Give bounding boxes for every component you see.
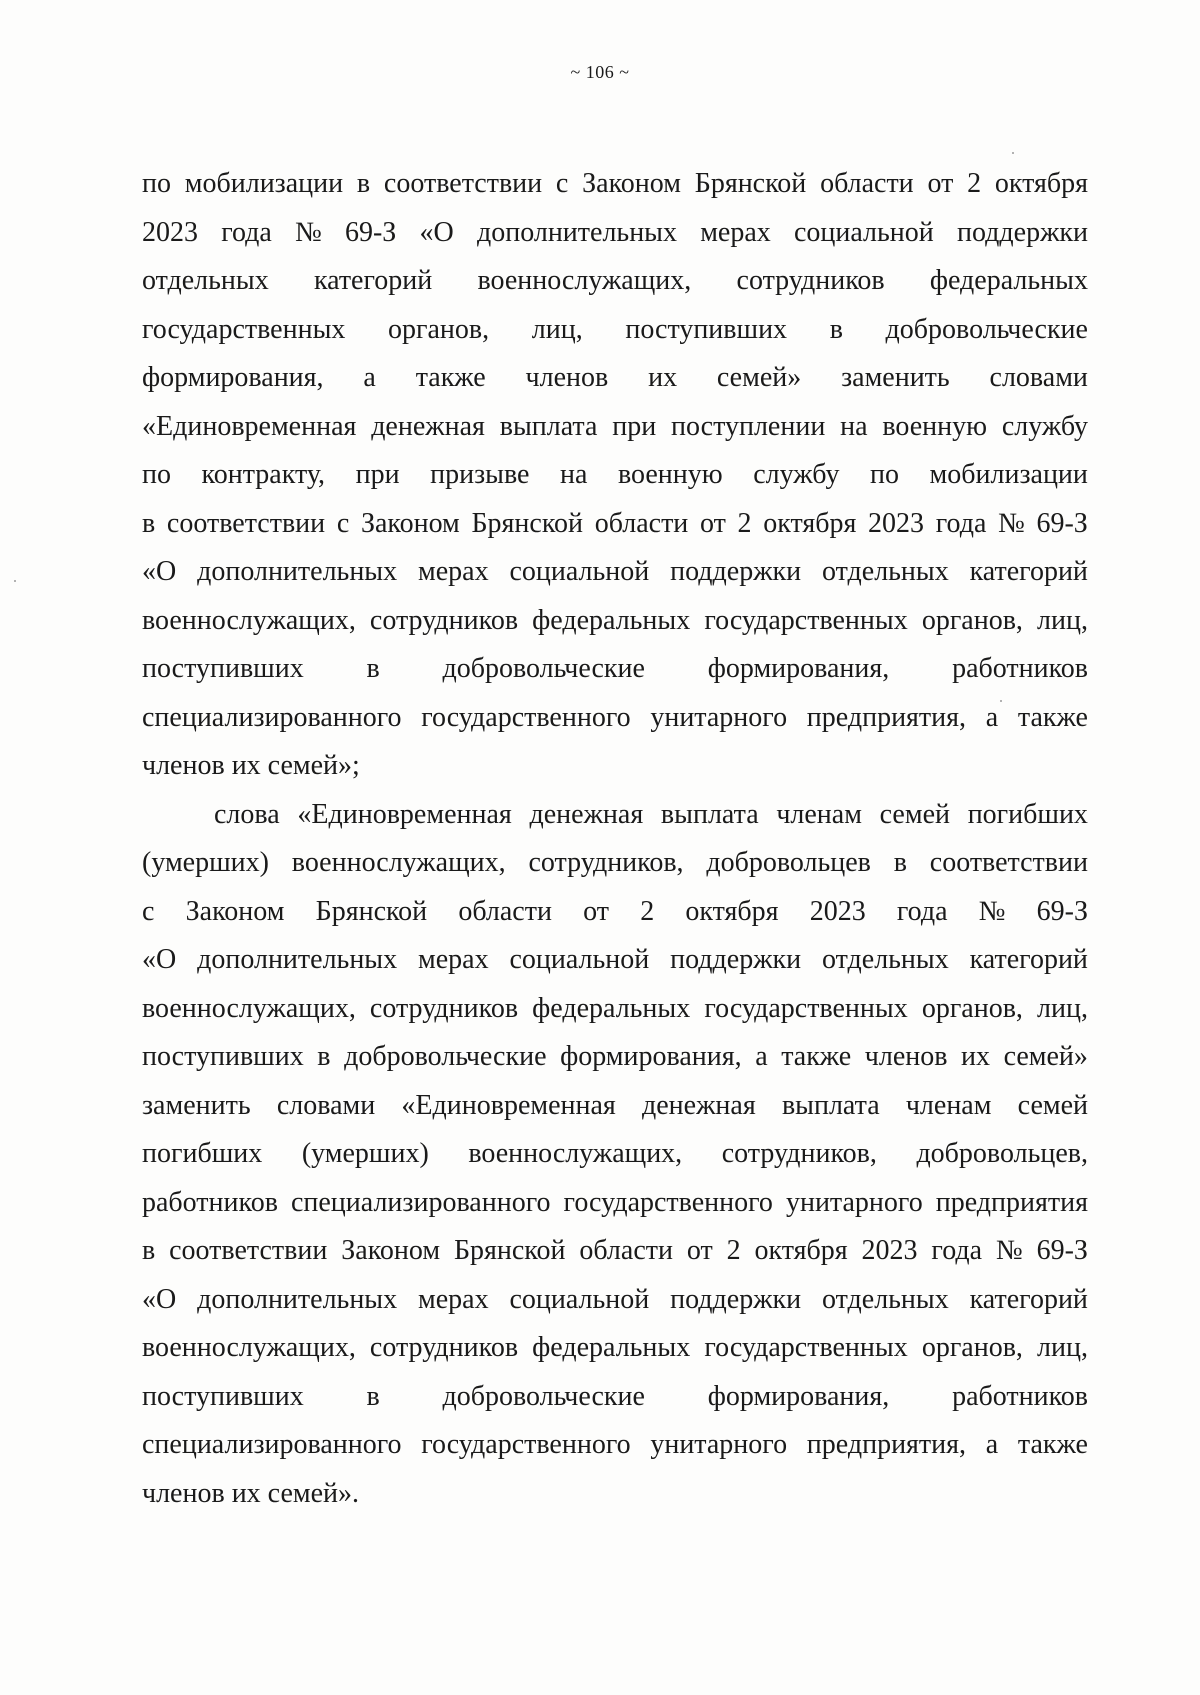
- word: октября: [763, 507, 857, 539]
- text-line: [142, 888, 1088, 937]
- word: года: [221, 216, 272, 248]
- word: «О: [142, 1283, 177, 1315]
- word: предприятия: [935, 1186, 1088, 1218]
- word: а: [755, 1041, 768, 1072]
- word: органов,: [921, 1332, 1023, 1363]
- word: военнослужащих,: [291, 847, 506, 878]
- word: 2023: [809, 895, 866, 927]
- word: по: [870, 459, 899, 490]
- word: мерах: [418, 944, 489, 975]
- word: формирования,: [707, 653, 890, 684]
- word: сотрудников: [736, 265, 885, 296]
- word: 69-З: [1036, 895, 1088, 927]
- word: унитарного: [650, 701, 788, 733]
- word: мерах: [418, 556, 489, 587]
- word: федеральных: [532, 992, 691, 1024]
- word: государственных: [704, 1332, 908, 1363]
- word: денежная: [529, 798, 644, 830]
- word: социальной: [509, 944, 650, 975]
- word: а: [985, 1429, 999, 1460]
- word: на: [560, 459, 588, 490]
- scan-speck: [1012, 152, 1014, 154]
- word: мерах: [418, 1283, 489, 1315]
- word: членам: [905, 1089, 992, 1121]
- word: по: [142, 459, 171, 490]
- word: области: [579, 1235, 673, 1266]
- word: №: [295, 216, 322, 248]
- word: Законом: [582, 168, 681, 199]
- word: сотрудников: [369, 1332, 519, 1363]
- word: области: [594, 507, 689, 539]
- word: социальной: [509, 556, 650, 587]
- word: формирования,: [707, 1380, 890, 1412]
- word: лиц,: [1037, 604, 1088, 636]
- text-line: [142, 694, 1088, 743]
- word: 69-З: [1036, 507, 1088, 539]
- word: в: [829, 313, 843, 345]
- word: предприятия,: [806, 701, 967, 733]
- word: государственных: [142, 313, 346, 345]
- word: «Единовременная: [297, 798, 512, 830]
- word: органов,: [921, 604, 1023, 636]
- word: контракту,: [201, 459, 326, 490]
- text-line: [142, 791, 1088, 840]
- word: призыве: [430, 459, 530, 490]
- word: соответствии: [166, 507, 326, 539]
- word: 2: [737, 507, 752, 539]
- word: также: [1017, 1429, 1088, 1460]
- word: погибших: [967, 798, 1088, 830]
- word: (умерших): [301, 1138, 429, 1169]
- text-line: [142, 209, 1088, 258]
- text-line: [142, 500, 1088, 549]
- word: с: [142, 895, 155, 927]
- word: №: [998, 507, 1025, 539]
- word: социальной: [509, 1283, 650, 1315]
- word: государственных: [704, 992, 908, 1024]
- word: работников: [952, 1380, 1088, 1412]
- word: сотрудников,: [721, 1138, 877, 1169]
- word: дополнительных: [197, 944, 398, 975]
- text-line: [142, 257, 1088, 306]
- word: мобилизации: [929, 459, 1088, 490]
- word: (умерших): [142, 847, 269, 878]
- word: работников: [142, 1186, 278, 1218]
- word: от: [927, 168, 954, 199]
- word: федеральных: [532, 1332, 691, 1363]
- word: Брянской: [315, 895, 428, 927]
- word: военнослужащих,: [477, 265, 692, 296]
- word: 2023: [868, 507, 925, 539]
- word: при: [612, 410, 657, 442]
- word: денежная: [642, 1089, 756, 1121]
- text-line: [142, 160, 1088, 209]
- word: от: [583, 895, 610, 927]
- word: формирования,: [142, 362, 324, 393]
- text-line: [142, 451, 1088, 500]
- text-line: [142, 839, 1088, 888]
- word: области: [820, 168, 914, 199]
- word: органов,: [921, 992, 1023, 1024]
- word: дополнительных: [476, 216, 677, 248]
- word: добровольческие: [885, 313, 1088, 345]
- word: погибших: [142, 1138, 263, 1169]
- text-line: [142, 1276, 1088, 1325]
- word: 2: [967, 168, 982, 199]
- word: поддержки: [670, 944, 802, 975]
- word: с: [336, 507, 350, 539]
- word: семей»: [1003, 1041, 1088, 1072]
- word: соответствии: [383, 168, 543, 199]
- word: военнослужащих,: [142, 1332, 356, 1363]
- word: членам: [776, 798, 862, 830]
- word: отдельных: [822, 1283, 949, 1315]
- word: октября: [994, 168, 1088, 199]
- word: поступивших: [142, 1380, 304, 1412]
- word: федеральных: [532, 604, 691, 636]
- text-line: [142, 306, 1088, 355]
- word: в: [366, 1380, 380, 1412]
- text-line: членов их семей»;: [142, 750, 360, 781]
- word: а: [985, 701, 999, 733]
- word: словами: [276, 1089, 376, 1121]
- word: семей: [1017, 1089, 1088, 1121]
- word: года: [896, 895, 948, 927]
- word: формирования,: [560, 1041, 742, 1072]
- word: унитарного: [650, 1429, 788, 1460]
- word: «Единовременная: [401, 1089, 616, 1121]
- word: также: [1017, 701, 1088, 733]
- text-line: [142, 936, 1088, 985]
- word: №: [978, 895, 1006, 927]
- word: Законом: [341, 1235, 441, 1266]
- word: Брянской: [471, 507, 583, 539]
- word: 2023: [142, 216, 198, 248]
- word: специализированного: [142, 1429, 402, 1460]
- word: добровольческие: [442, 1380, 645, 1412]
- word: 2: [726, 1235, 741, 1266]
- word: выплата: [499, 410, 598, 442]
- word: заменить: [841, 362, 950, 393]
- word: соответствии: [169, 1235, 328, 1266]
- word: выплата: [660, 798, 759, 830]
- word: федеральных: [929, 265, 1088, 296]
- word: отдельных: [142, 265, 269, 296]
- word: военную: [882, 410, 988, 442]
- word: дополнительных: [197, 556, 398, 587]
- word: добровольческие: [442, 653, 645, 684]
- word: №: [995, 1235, 1023, 1266]
- word: отдельных: [822, 556, 949, 587]
- word: семей»: [716, 362, 802, 393]
- word: в: [893, 847, 907, 878]
- word: Брянской: [694, 168, 807, 199]
- word: военную: [618, 459, 723, 490]
- word: добровольцев: [706, 847, 871, 878]
- text-line: [142, 985, 1088, 1034]
- text-line: [142, 1227, 1088, 1276]
- word: 69-З: [344, 216, 397, 248]
- word: соответствии: [929, 847, 1088, 878]
- word: словами: [989, 362, 1088, 393]
- page-number: ~ 106 ~: [570, 62, 630, 82]
- word: с: [555, 168, 569, 199]
- word: государственного: [421, 1429, 631, 1460]
- word: «О: [142, 944, 177, 975]
- word: службу: [753, 459, 840, 490]
- word: семей: [879, 798, 950, 830]
- word: мерах: [700, 216, 771, 248]
- word: при: [355, 459, 400, 490]
- body-text: [142, 160, 1088, 1518]
- word: поступивших: [142, 1041, 304, 1072]
- text-line: [142, 354, 1088, 403]
- word: в: [142, 1235, 156, 1266]
- word: «О: [419, 216, 454, 248]
- word: категорий: [969, 1283, 1088, 1315]
- word: добровольцев,: [916, 1138, 1088, 1169]
- word: 69-З: [1036, 1235, 1088, 1266]
- text-line: [142, 1033, 1088, 1082]
- word: денежная: [371, 410, 485, 442]
- word: а: [363, 362, 376, 393]
- word: органов,: [388, 313, 490, 345]
- text-line: [142, 1130, 1088, 1179]
- word: Законом: [185, 895, 285, 927]
- word: Брянской: [453, 1235, 566, 1266]
- word: категорий: [969, 944, 1088, 975]
- word: поступивших: [625, 313, 788, 345]
- word: октября: [685, 895, 779, 927]
- word: на: [840, 410, 868, 442]
- word: специализированного: [142, 701, 402, 733]
- text-line: [142, 597, 1088, 646]
- word: лиц,: [1037, 992, 1088, 1024]
- word: заменить: [142, 1089, 251, 1121]
- word: поддержки: [956, 216, 1088, 248]
- word: унитарного: [785, 1186, 923, 1218]
- word: в: [142, 507, 156, 539]
- word: добровольческие: [344, 1041, 547, 1072]
- word: слова: [214, 798, 280, 830]
- text-line: [142, 1324, 1088, 1373]
- text-line: [142, 403, 1088, 452]
- word: Законом: [360, 507, 460, 539]
- word: социальной: [793, 216, 934, 248]
- word: в: [356, 168, 371, 199]
- word: военнослужащих,: [142, 604, 356, 636]
- word: от: [686, 1235, 713, 1266]
- word: дополнительных: [197, 1283, 398, 1315]
- word: членов: [864, 1041, 948, 1072]
- word: в: [317, 1041, 331, 1072]
- word: мобилизации: [184, 168, 344, 199]
- word: области: [458, 895, 552, 927]
- word: лиц,: [1037, 1332, 1088, 1363]
- scan-speck: [1000, 700, 1002, 702]
- word: сотрудников,: [528, 847, 684, 878]
- word: их: [961, 1041, 990, 1072]
- word: года: [935, 507, 987, 539]
- word: также: [781, 1041, 852, 1072]
- word: поддержки: [670, 556, 802, 587]
- word: членов: [525, 362, 609, 393]
- word: «О: [142, 556, 177, 587]
- word: военнослужащих,: [142, 992, 356, 1024]
- text-line: [142, 1373, 1088, 1422]
- word: государственного: [421, 701, 631, 733]
- word: 2023: [861, 1235, 918, 1266]
- word: службу: [1001, 410, 1088, 442]
- text-line: [142, 1179, 1088, 1228]
- word: от: [699, 507, 726, 539]
- word: категорий: [313, 265, 433, 296]
- word: выплата: [781, 1089, 880, 1121]
- text-line: [142, 1421, 1088, 1470]
- word: предприятия,: [806, 1429, 967, 1460]
- word: государственных: [704, 604, 908, 636]
- text-line: [142, 645, 1088, 694]
- word: 2: [640, 895, 655, 927]
- word: государственного: [563, 1186, 773, 1218]
- text-line: членов их семей».: [142, 1477, 359, 1509]
- word: поддержки: [670, 1283, 802, 1315]
- word: категорий: [969, 556, 1088, 587]
- word: военнослужащих,: [468, 1138, 683, 1169]
- word: работников: [952, 653, 1088, 684]
- text-line: [142, 1082, 1088, 1131]
- scan-speck: [14, 580, 16, 582]
- word: сотрудников: [369, 992, 519, 1024]
- word: в: [366, 653, 380, 684]
- word: по: [142, 168, 171, 199]
- word: «Единовременная: [142, 410, 357, 442]
- word: сотрудников: [369, 604, 519, 636]
- word: октября: [754, 1235, 848, 1266]
- word: специализированного: [290, 1186, 551, 1218]
- word: года: [931, 1235, 983, 1266]
- text-line: [142, 548, 1088, 597]
- word: отдельных: [822, 944, 949, 975]
- word: также: [415, 362, 486, 393]
- word: поступлении: [670, 410, 826, 442]
- word: их: [648, 362, 678, 393]
- word: лиц,: [531, 313, 583, 345]
- word: поступивших: [142, 653, 304, 684]
